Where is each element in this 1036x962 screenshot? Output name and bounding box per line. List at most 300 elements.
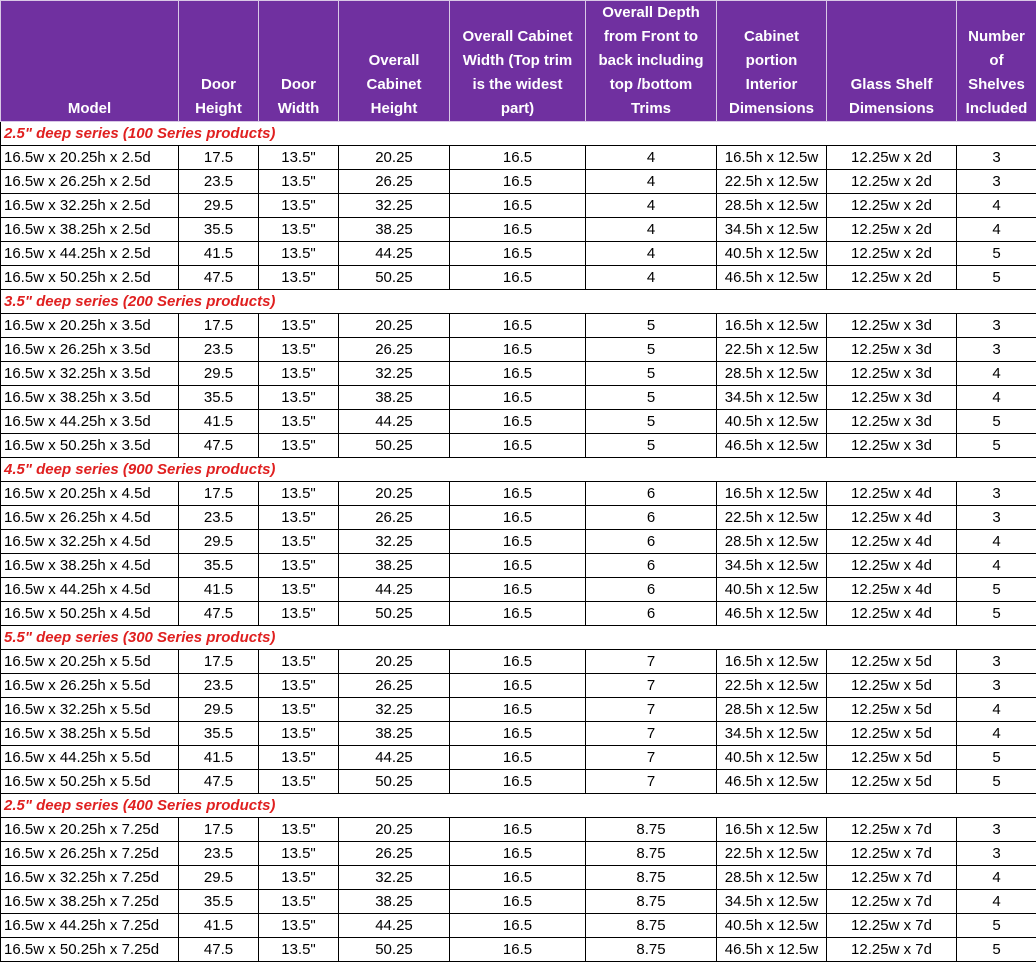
cell-shelf-count: 3 [957, 170, 1036, 194]
cell-overall-depth: 7 [586, 770, 717, 794]
cell-interior-dimensions: 16.5h x 12.5w [717, 482, 827, 506]
table-row [1, 362, 1036, 386]
cell-model: 16.5w x 20.25h x 3.5d [1, 314, 179, 338]
table-row [1, 890, 1036, 914]
cell-glass-shelf: 12.25w x 7d [827, 866, 957, 890]
header-overall-width: Overall Cabinet Width (Top trim is the widest part) [450, 1, 586, 122]
table-row [1, 218, 1036, 242]
cell-door-height: 17.5 [179, 314, 259, 338]
cell-door-height: 47.5 [179, 602, 259, 626]
cell-shelf-count: 5 [957, 242, 1036, 266]
cell-overall-width: 16.5 [450, 434, 586, 458]
cell-shelf-count: 5 [957, 938, 1036, 962]
cell-glass-shelf: 12.25w x 4d [827, 602, 957, 626]
table-row [1, 146, 1036, 170]
cell-overall-depth: 6 [586, 506, 717, 530]
cell-overall-depth: 4 [586, 194, 717, 218]
cell-door-height: 41.5 [179, 914, 259, 938]
cell-overall-width: 16.5 [450, 338, 586, 362]
section-title: 2.5" deep series (100 Series products) [1, 122, 1036, 146]
cell-interior-dimensions: 34.5h x 12.5w [717, 386, 827, 410]
cell-door-height: 17.5 [179, 818, 259, 842]
cell-overall-width: 16.5 [450, 362, 586, 386]
cell-model: 16.5w x 38.25h x 2.5d [1, 218, 179, 242]
section-header-row [1, 794, 1036, 818]
cell-overall-width: 16.5 [450, 602, 586, 626]
cell-shelf-count: 4 [957, 698, 1036, 722]
cell-overall-depth: 6 [586, 554, 717, 578]
cell-door-width: 13.5" [259, 410, 339, 434]
cell-overall-height: 50.25 [339, 434, 450, 458]
cell-glass-shelf: 12.25w x 3d [827, 434, 957, 458]
cell-shelf-count: 3 [957, 842, 1036, 866]
cell-overall-width: 16.5 [450, 242, 586, 266]
cell-glass-shelf: 12.25w x 7d [827, 914, 957, 938]
cell-overall-height: 44.25 [339, 578, 450, 602]
cell-glass-shelf: 12.25w x 3d [827, 362, 957, 386]
cell-glass-shelf: 12.25w x 7d [827, 818, 957, 842]
table-row [1, 818, 1036, 842]
cell-door-height: 23.5 [179, 842, 259, 866]
cell-shelf-count: 3 [957, 650, 1036, 674]
cell-door-height: 47.5 [179, 938, 259, 962]
cell-overall-depth: 5 [586, 338, 717, 362]
section-header-row [1, 626, 1036, 650]
cell-overall-depth: 6 [586, 602, 717, 626]
cell-door-width: 13.5" [259, 866, 339, 890]
header-overall-height: Overall Cabinet Height [339, 1, 450, 122]
cell-overall-depth: 6 [586, 578, 717, 602]
header-glass-shelf: Glass Shelf Dimensions [827, 1, 957, 122]
cell-overall-depth: 8.75 [586, 938, 717, 962]
cell-model: 16.5w x 32.25h x 3.5d [1, 362, 179, 386]
cell-door-width: 13.5" [259, 722, 339, 746]
cell-interior-dimensions: 28.5h x 12.5w [717, 866, 827, 890]
cell-shelf-count: 4 [957, 554, 1036, 578]
cell-glass-shelf: 12.25w x 4d [827, 578, 957, 602]
table-row [1, 242, 1036, 266]
table-row [1, 650, 1036, 674]
cell-model: 16.5w x 38.25h x 4.5d [1, 554, 179, 578]
cell-door-width: 13.5" [259, 698, 339, 722]
cell-door-height: 47.5 [179, 770, 259, 794]
cell-overall-width: 16.5 [450, 650, 586, 674]
cell-model: 16.5w x 50.25h x 7.25d [1, 938, 179, 962]
cell-model: 16.5w x 44.25h x 3.5d [1, 410, 179, 434]
section-title: 3.5" deep series (200 Series products) [1, 290, 1036, 314]
cell-door-width: 13.5" [259, 194, 339, 218]
section-header-row [1, 290, 1036, 314]
cell-model: 16.5w x 32.25h x 4.5d [1, 530, 179, 554]
cell-glass-shelf: 12.25w x 3d [827, 314, 957, 338]
cell-shelf-count: 4 [957, 386, 1036, 410]
cell-overall-height: 20.25 [339, 482, 450, 506]
cell-overall-height: 38.25 [339, 554, 450, 578]
cell-door-width: 13.5" [259, 770, 339, 794]
header-row [1, 1, 1036, 122]
cell-model: 16.5w x 26.25h x 4.5d [1, 506, 179, 530]
cell-overall-height: 50.25 [339, 602, 450, 626]
cell-glass-shelf: 12.25w x 2d [827, 194, 957, 218]
cell-overall-width: 16.5 [450, 170, 586, 194]
cell-door-width: 13.5" [259, 506, 339, 530]
cell-overall-width: 16.5 [450, 938, 586, 962]
cell-shelf-count: 5 [957, 914, 1036, 938]
section-title: 5.5" deep series (300 Series products) [1, 626, 1036, 650]
cell-door-width: 13.5" [259, 674, 339, 698]
cell-door-width: 13.5" [259, 914, 339, 938]
cell-model: 16.5w x 32.25h x 2.5d [1, 194, 179, 218]
cell-overall-height: 20.25 [339, 146, 450, 170]
cell-interior-dimensions: 40.5h x 12.5w [717, 410, 827, 434]
cell-model: 16.5w x 50.25h x 4.5d [1, 602, 179, 626]
cell-door-width: 13.5" [259, 818, 339, 842]
cell-overall-width: 16.5 [450, 746, 586, 770]
cell-interior-dimensions: 28.5h x 12.5w [717, 362, 827, 386]
table-row [1, 770, 1036, 794]
cell-overall-width: 16.5 [450, 314, 586, 338]
cell-model: 16.5w x 20.25h x 2.5d [1, 146, 179, 170]
cell-glass-shelf: 12.25w x 4d [827, 506, 957, 530]
cell-shelf-count: 4 [957, 362, 1036, 386]
cell-interior-dimensions: 22.5h x 12.5w [717, 338, 827, 362]
cell-glass-shelf: 12.25w x 3d [827, 410, 957, 434]
cell-overall-depth: 7 [586, 698, 717, 722]
cell-door-width: 13.5" [259, 650, 339, 674]
cell-overall-width: 16.5 [450, 722, 586, 746]
header-door-width: Door Width [259, 1, 339, 122]
cell-model: 16.5w x 38.25h x 7.25d [1, 890, 179, 914]
cell-shelf-count: 3 [957, 674, 1036, 698]
cell-overall-depth: 4 [586, 242, 717, 266]
cell-interior-dimensions: 22.5h x 12.5w [717, 842, 827, 866]
cell-door-height: 41.5 [179, 242, 259, 266]
cell-overall-width: 16.5 [450, 554, 586, 578]
cell-model: 16.5w x 44.25h x 4.5d [1, 578, 179, 602]
table-row [1, 842, 1036, 866]
cell-overall-height: 50.25 [339, 938, 450, 962]
table-row [1, 914, 1036, 938]
cell-interior-dimensions: 22.5h x 12.5w [717, 506, 827, 530]
cell-shelf-count: 3 [957, 482, 1036, 506]
cell-shelf-count: 4 [957, 866, 1036, 890]
cell-glass-shelf: 12.25w x 2d [827, 146, 957, 170]
table-row [1, 314, 1036, 338]
table-row [1, 578, 1036, 602]
cell-shelf-count: 5 [957, 770, 1036, 794]
cell-door-height: 35.5 [179, 722, 259, 746]
cell-interior-dimensions: 46.5h x 12.5w [717, 938, 827, 962]
cell-overall-depth: 8.75 [586, 866, 717, 890]
table-row [1, 506, 1036, 530]
cell-door-height: 41.5 [179, 410, 259, 434]
cell-overall-depth: 6 [586, 482, 717, 506]
cell-model: 16.5w x 38.25h x 3.5d [1, 386, 179, 410]
table-row [1, 194, 1036, 218]
cell-overall-width: 16.5 [450, 698, 586, 722]
cell-overall-height: 20.25 [339, 818, 450, 842]
cell-shelf-count: 3 [957, 818, 1036, 842]
cell-model: 16.5w x 50.25h x 2.5d [1, 266, 179, 290]
cell-shelf-count: 4 [957, 722, 1036, 746]
cell-door-height: 17.5 [179, 650, 259, 674]
cell-overall-depth: 8.75 [586, 914, 717, 938]
cell-interior-dimensions: 40.5h x 12.5w [717, 914, 827, 938]
cell-glass-shelf: 12.25w x 4d [827, 530, 957, 554]
cell-shelf-count: 5 [957, 410, 1036, 434]
cell-overall-width: 16.5 [450, 410, 586, 434]
cell-door-width: 13.5" [259, 554, 339, 578]
cell-overall-height: 26.25 [339, 338, 450, 362]
section-header-row [1, 122, 1036, 146]
cell-overall-height: 32.25 [339, 362, 450, 386]
cell-overall-depth: 4 [586, 266, 717, 290]
cell-overall-height: 32.25 [339, 530, 450, 554]
cell-shelf-count: 4 [957, 530, 1036, 554]
table-row [1, 338, 1036, 362]
cell-glass-shelf: 12.25w x 5d [827, 722, 957, 746]
cell-overall-depth: 5 [586, 410, 717, 434]
cell-model: 16.5w x 44.25h x 5.5d [1, 746, 179, 770]
cell-interior-dimensions: 34.5h x 12.5w [717, 554, 827, 578]
cell-overall-depth: 5 [586, 386, 717, 410]
cell-glass-shelf: 12.25w x 5d [827, 698, 957, 722]
cell-overall-height: 38.25 [339, 386, 450, 410]
header-overall-depth: Overall Depth from Front to back including top /bottom Trims [586, 1, 717, 122]
cell-overall-depth: 8.75 [586, 890, 717, 914]
cell-glass-shelf: 12.25w x 5d [827, 746, 957, 770]
cell-overall-width: 16.5 [450, 266, 586, 290]
cell-overall-width: 16.5 [450, 818, 586, 842]
cell-door-height: 41.5 [179, 746, 259, 770]
cell-interior-dimensions: 22.5h x 12.5w [717, 170, 827, 194]
cell-door-height: 17.5 [179, 482, 259, 506]
cell-shelf-count: 5 [957, 266, 1036, 290]
cell-model: 16.5w x 26.25h x 2.5d [1, 170, 179, 194]
cell-glass-shelf: 12.25w x 5d [827, 650, 957, 674]
cell-overall-depth: 7 [586, 746, 717, 770]
header-model: Model [1, 1, 179, 122]
cell-overall-height: 32.25 [339, 698, 450, 722]
cell-overall-width: 16.5 [450, 482, 586, 506]
table-row [1, 674, 1036, 698]
cell-overall-width: 16.5 [450, 890, 586, 914]
cell-overall-height: 38.25 [339, 722, 450, 746]
cell-door-width: 13.5" [259, 434, 339, 458]
cell-overall-width: 16.5 [450, 506, 586, 530]
table-row [1, 746, 1036, 770]
cell-overall-depth: 4 [586, 218, 717, 242]
cell-model: 16.5w x 38.25h x 5.5d [1, 722, 179, 746]
header-door-height: Door Height [179, 1, 259, 122]
cell-door-height: 23.5 [179, 506, 259, 530]
cell-door-width: 13.5" [259, 338, 339, 362]
cell-model: 16.5w x 26.25h x 5.5d [1, 674, 179, 698]
cell-door-height: 41.5 [179, 578, 259, 602]
cell-door-width: 13.5" [259, 530, 339, 554]
cell-model: 16.5w x 26.25h x 3.5d [1, 338, 179, 362]
cell-overall-depth: 5 [586, 314, 717, 338]
cell-interior-dimensions: 46.5h x 12.5w [717, 266, 827, 290]
cell-door-width: 13.5" [259, 266, 339, 290]
cell-door-height: 23.5 [179, 674, 259, 698]
cell-door-width: 13.5" [259, 386, 339, 410]
cell-overall-height: 50.25 [339, 770, 450, 794]
cell-glass-shelf: 12.25w x 5d [827, 674, 957, 698]
cell-shelf-count: 4 [957, 890, 1036, 914]
cell-overall-height: 38.25 [339, 218, 450, 242]
cell-door-width: 13.5" [259, 578, 339, 602]
cell-overall-depth: 5 [586, 362, 717, 386]
cell-door-width: 13.5" [259, 938, 339, 962]
cell-interior-dimensions: 16.5h x 12.5w [717, 650, 827, 674]
cell-overall-width: 16.5 [450, 530, 586, 554]
cell-door-height: 23.5 [179, 170, 259, 194]
cell-overall-height: 26.25 [339, 506, 450, 530]
cell-door-height: 35.5 [179, 554, 259, 578]
cell-overall-height: 44.25 [339, 914, 450, 938]
section-title: 4.5" deep series (900 Series products) [1, 458, 1036, 482]
cell-door-height: 47.5 [179, 266, 259, 290]
cell-shelf-count: 3 [957, 338, 1036, 362]
cell-interior-dimensions: 34.5h x 12.5w [717, 218, 827, 242]
section-title: 2.5" deep series (400 Series products) [1, 794, 1036, 818]
cell-glass-shelf: 12.25w x 2d [827, 266, 957, 290]
table-row [1, 482, 1036, 506]
table-row [1, 938, 1036, 962]
cell-door-height: 35.5 [179, 386, 259, 410]
cell-overall-height: 44.25 [339, 746, 450, 770]
cell-door-width: 13.5" [259, 362, 339, 386]
cell-glass-shelf: 12.25w x 4d [827, 554, 957, 578]
cell-glass-shelf: 12.25w x 7d [827, 890, 957, 914]
cell-model: 16.5w x 44.25h x 2.5d [1, 242, 179, 266]
cell-glass-shelf: 12.25w x 3d [827, 338, 957, 362]
cell-glass-shelf: 12.25w x 4d [827, 482, 957, 506]
cell-overall-width: 16.5 [450, 842, 586, 866]
cell-overall-height: 50.25 [339, 266, 450, 290]
cell-model: 16.5w x 32.25h x 7.25d [1, 866, 179, 890]
cell-model: 16.5w x 26.25h x 7.25d [1, 842, 179, 866]
table-row [1, 722, 1036, 746]
cell-door-width: 13.5" [259, 242, 339, 266]
table-row [1, 410, 1036, 434]
cell-model: 16.5w x 44.25h x 7.25d [1, 914, 179, 938]
cell-interior-dimensions: 28.5h x 12.5w [717, 530, 827, 554]
cell-door-width: 13.5" [259, 218, 339, 242]
table-header [1, 1, 1036, 122]
cell-door-width: 13.5" [259, 482, 339, 506]
cell-overall-height: 20.25 [339, 650, 450, 674]
cell-glass-shelf: 12.25w x 2d [827, 218, 957, 242]
cell-model: 16.5w x 50.25h x 3.5d [1, 434, 179, 458]
cell-door-height: 35.5 [179, 890, 259, 914]
table-body [1, 122, 1036, 962]
cell-door-height: 29.5 [179, 362, 259, 386]
table-row [1, 602, 1036, 626]
cell-overall-height: 26.25 [339, 674, 450, 698]
cell-shelf-count: 5 [957, 434, 1036, 458]
cell-door-width: 13.5" [259, 170, 339, 194]
cell-door-height: 29.5 [179, 530, 259, 554]
cell-glass-shelf: 12.25w x 2d [827, 170, 957, 194]
table-row [1, 266, 1036, 290]
cell-overall-width: 16.5 [450, 218, 586, 242]
cell-interior-dimensions: 16.5h x 12.5w [717, 818, 827, 842]
cell-interior-dimensions: 28.5h x 12.5w [717, 698, 827, 722]
cell-shelf-count: 5 [957, 578, 1036, 602]
cell-interior-dimensions: 34.5h x 12.5w [717, 722, 827, 746]
cell-door-width: 13.5" [259, 746, 339, 770]
cell-overall-width: 16.5 [450, 146, 586, 170]
table-row [1, 530, 1036, 554]
cell-glass-shelf: 12.25w x 2d [827, 242, 957, 266]
cell-overall-width: 16.5 [450, 194, 586, 218]
cell-door-width: 13.5" [259, 842, 339, 866]
cell-interior-dimensions: 40.5h x 12.5w [717, 242, 827, 266]
table-row [1, 170, 1036, 194]
cell-door-height: 35.5 [179, 218, 259, 242]
cell-overall-depth: 5 [586, 434, 717, 458]
cell-overall-depth: 8.75 [586, 842, 717, 866]
cell-door-height: 29.5 [179, 866, 259, 890]
cell-model: 16.5w x 20.25h x 7.25d [1, 818, 179, 842]
header-shelf-count: Number of Shelves Included [957, 1, 1036, 122]
cell-overall-width: 16.5 [450, 674, 586, 698]
table-row [1, 386, 1036, 410]
cell-overall-height: 44.25 [339, 410, 450, 434]
cell-interior-dimensions: 34.5h x 12.5w [717, 890, 827, 914]
cell-overall-depth: 4 [586, 146, 717, 170]
cell-overall-depth: 8.75 [586, 818, 717, 842]
cell-overall-width: 16.5 [450, 578, 586, 602]
cell-glass-shelf: 12.25w x 7d [827, 842, 957, 866]
cell-model: 16.5w x 32.25h x 5.5d [1, 698, 179, 722]
cell-overall-height: 38.25 [339, 890, 450, 914]
cell-shelf-count: 5 [957, 602, 1036, 626]
cell-glass-shelf: 12.25w x 7d [827, 938, 957, 962]
cell-door-height: 47.5 [179, 434, 259, 458]
cell-overall-height: 20.25 [339, 314, 450, 338]
cell-door-height: 17.5 [179, 146, 259, 170]
cell-overall-height: 44.25 [339, 242, 450, 266]
cell-overall-depth: 6 [586, 530, 717, 554]
table-row [1, 866, 1036, 890]
cell-shelf-count: 5 [957, 746, 1036, 770]
cell-glass-shelf: 12.25w x 3d [827, 386, 957, 410]
cell-door-height: 29.5 [179, 194, 259, 218]
cell-interior-dimensions: 46.5h x 12.5w [717, 770, 827, 794]
cell-door-height: 23.5 [179, 338, 259, 362]
cell-overall-height: 26.25 [339, 842, 450, 866]
cell-door-width: 13.5" [259, 314, 339, 338]
cell-overall-depth: 7 [586, 722, 717, 746]
cell-model: 16.5w x 50.25h x 5.5d [1, 770, 179, 794]
cell-overall-height: 26.25 [339, 170, 450, 194]
cell-interior-dimensions: 40.5h x 12.5w [717, 578, 827, 602]
cell-overall-depth: 4 [586, 170, 717, 194]
cell-overall-width: 16.5 [450, 866, 586, 890]
cell-interior-dimensions: 16.5h x 12.5w [717, 314, 827, 338]
cell-overall-width: 16.5 [450, 770, 586, 794]
cell-shelf-count: 4 [957, 194, 1036, 218]
table-row [1, 434, 1036, 458]
cell-interior-dimensions: 46.5h x 12.5w [717, 602, 827, 626]
cell-glass-shelf: 12.25w x 5d [827, 770, 957, 794]
cell-shelf-count: 3 [957, 146, 1036, 170]
cell-overall-depth: 7 [586, 650, 717, 674]
cell-interior-dimensions: 46.5h x 12.5w [717, 434, 827, 458]
